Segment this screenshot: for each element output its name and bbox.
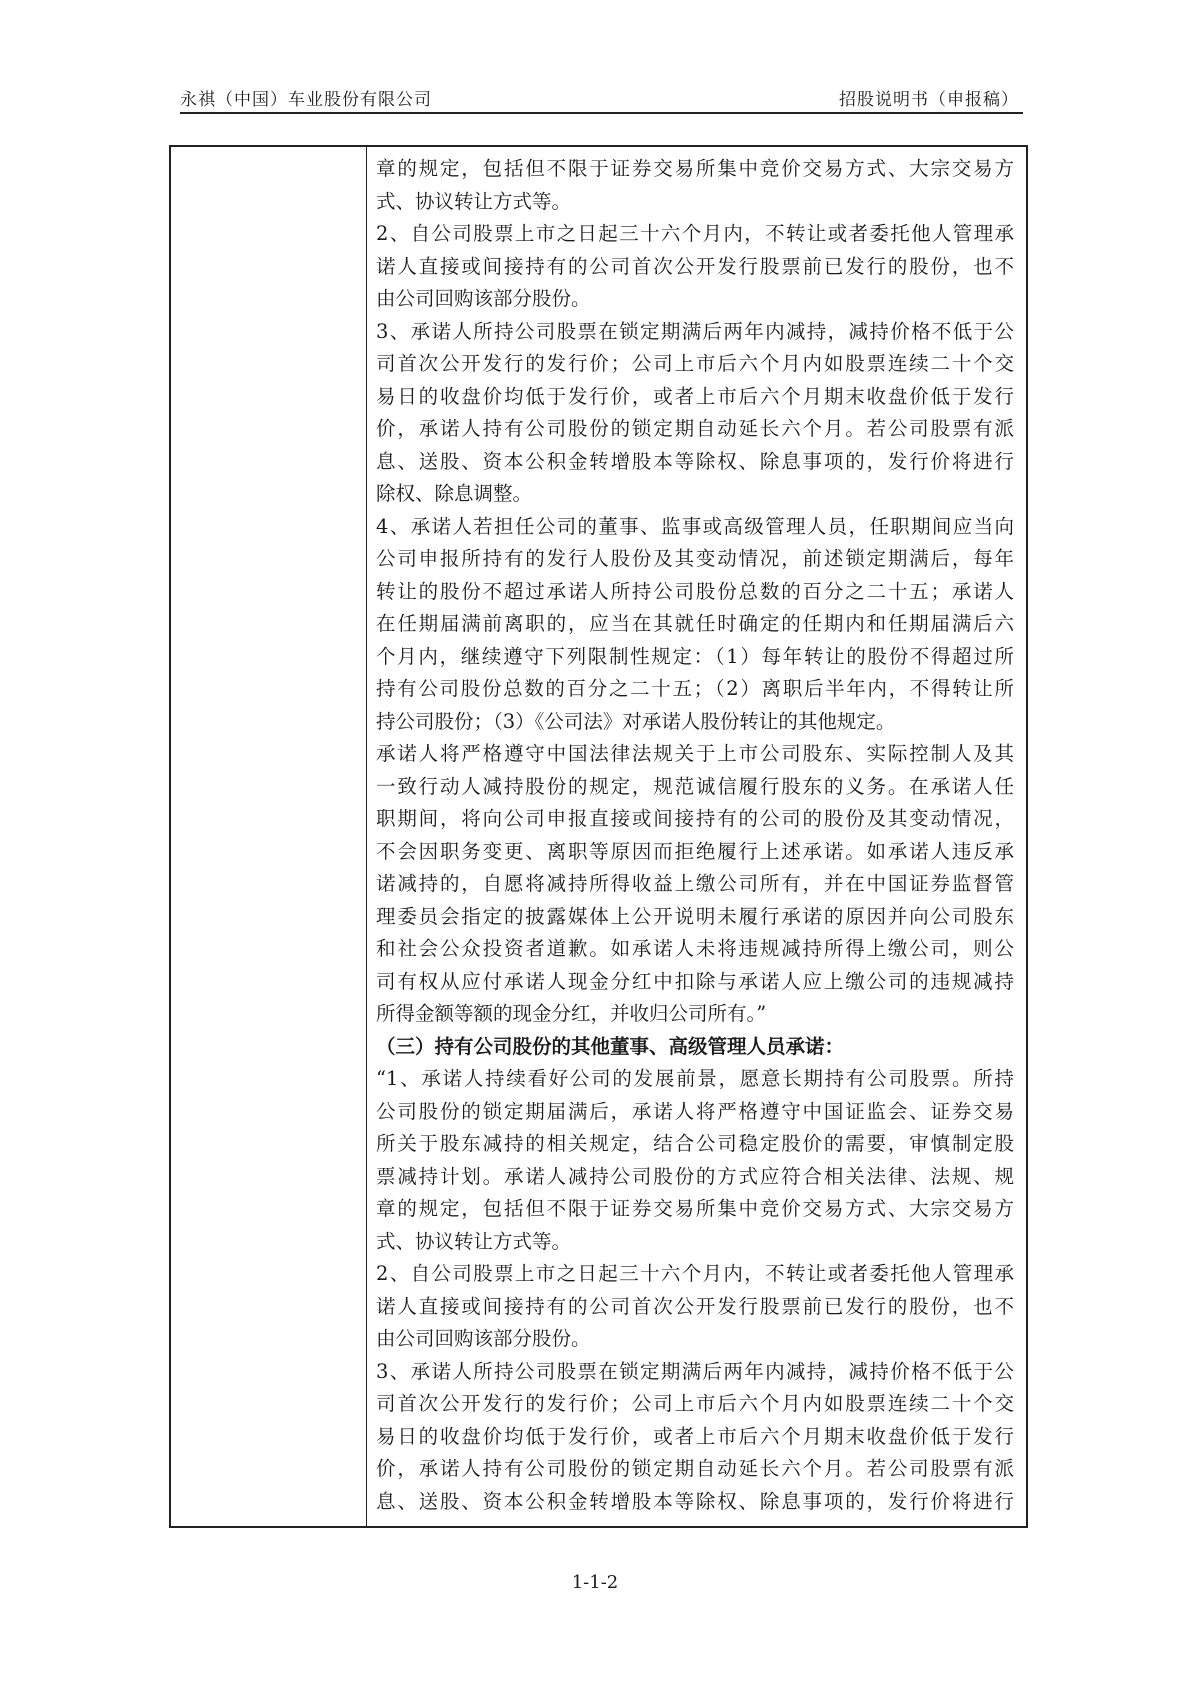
text-line: 持有公司股份总数的百分之二十五；（2）离职后半年内，不得转让所: [376, 677, 1014, 700]
text-line: 价，承诺人持有公司股份的锁定期自动延长六个月。若公司股票有派: [376, 417, 1014, 440]
text-line: 章的规定，包括但不限于证券交易所集中竞价交易方式、大宗交易方: [376, 1197, 1014, 1220]
text-line: 司首次公开发行的发行价；公司上市后六个月内如股票连续二十个交: [376, 352, 1014, 375]
text-line: 在任期届满前离职的，应当在其就任时确定的任期内和任期届满后六: [376, 612, 1014, 635]
text-line: 式、协议转让方式等。: [376, 1229, 572, 1253]
text-line: 由公司回购该部分股份。: [376, 1327, 591, 1350]
text-line: 所得金额等额的现金分红，并收归公司所有。”: [376, 1002, 767, 1025]
page-number: 1-1-2: [571, 1572, 619, 1593]
text-line: 理委员会指定的披露媒体上公开说明未履行承诺的原因并向公司股东: [376, 904, 1014, 928]
text-line: 式、协议转让方式等。: [376, 189, 572, 213]
text-line: 所关于股东减持的相关规定，结合公司稳定股价的需要，审慎制定股: [376, 1132, 1014, 1155]
text-line: 2、自公司股票上市之日起三十六个月内，不转让或者委托他人管理承: [376, 222, 1014, 245]
text-line: 由公司回购该部分股份。: [376, 287, 591, 310]
text-line: 诺人直接或间接持有的公司首次公开发行股票前已发行的股份，也不: [376, 254, 1014, 278]
text-line: 公司申报所持有的发行人股份及其变动情况，前述锁定期满后，每年: [376, 547, 1014, 570]
page-header: [180, 82, 1023, 114]
text-line: 2、自公司股票上市之日起三十六个月内，不转让或者委托他人管理承: [376, 1262, 1014, 1285]
text-line: 公司股份的锁定期届满后，承诺人将严格遵守中国证监会、证券交易: [376, 1099, 1014, 1123]
text-line: 息、送股、资本公积金转增股本等除权、除息事项的，发行价将进行: [376, 449, 1014, 473]
text-line: 不会因职务变更、离职等原因而拒绝履行上述承诺。如承诺人违反承: [376, 839, 1014, 863]
commitment-table: [169, 145, 1028, 1528]
text-line: 诺人直接或间接持有的公司首次公开发行股票前已发行的股份，也不: [376, 1294, 1014, 1318]
text-line: 承诺人将严格遵守中国法律法规关于上市公司股东、实际控制人及其: [376, 742, 1014, 765]
text-line: 职期间，将向公司申报直接或间接持有的公司的股份及其变动情况，: [376, 807, 1014, 830]
text-line: 个月内，继续遵守下列限制性规定：（1）每年转让的股份不得超过所: [376, 644, 1014, 668]
text-line: 一致行动人减持股份的规定，规范诚信履行股东的义务。在承诺人任: [376, 774, 1014, 798]
text-line: 司有权从应付承诺人现金分红中扣除与承诺人应上缴公司的违规减持: [376, 969, 1014, 993]
text-line: 3、承诺人所持公司股票在锁定期满后两年内减持，减持价格不低于公: [376, 1359, 1014, 1383]
text-line: 价，承诺人持有公司股份的锁定期自动延长六个月。若公司股票有派: [376, 1457, 1014, 1480]
text-line: 章的规定，包括但不限于证券交易所集中竞价交易方式、大宗交易方: [376, 157, 1014, 180]
document-title: 招股说明书（申报稿）: [839, 90, 1019, 110]
text-line: 司首次公开发行的发行价；公司上市后六个月内如股票连续二十个交: [376, 1392, 1014, 1415]
commitment-text-cell: [376, 153, 1014, 1518]
text-line: 除权、除息调整。: [376, 482, 533, 505]
text-line: 4、承诺人若担任公司的董事、监事或高级管理人员，任职期间应当向: [376, 514, 1014, 538]
company-name: 永祺（中国）车业股份有限公司: [180, 90, 432, 110]
text-line: “1、承诺人持续看好公司的发展前景，愿意长期持有公司股票。所持: [376, 1067, 1014, 1090]
section-heading: （三）持有公司股份的其他董事、高级管理人员承诺：: [376, 1034, 845, 1058]
table-left-cell: [171, 147, 367, 1526]
text-line: 息、送股、资本公积金转增股本等除权、除息事项的，发行价将进行: [376, 1489, 1014, 1513]
text-line: 易日的收盘价均低于发行价，或者上市后六个月期末收盘价低于发行: [376, 1424, 1014, 1448]
text-line: 易日的收盘价均低于发行价，或者上市后六个月期末收盘价低于发行: [376, 384, 1014, 408]
text-line: 持公司股份；（3）《公司法》对承诺人股份转让的其他规定。: [376, 709, 896, 733]
text-line: 诺减持的，自愿将减持所得收益上缴公司所有，并在中国证券监督管: [376, 872, 1014, 895]
text-line: 和社会公众投资者道歉。如承诺人未将违规减持所得上缴公司，则公: [376, 937, 1014, 960]
text-line: 3、承诺人所持公司股票在锁定期满后两年内减持，减持价格不低于公: [376, 319, 1014, 343]
text-line: 票减持计划。承诺人减持公司股份的方式应符合相关法律、法规、规: [376, 1164, 1014, 1188]
text-line: 转让的股份不超过承诺人所持公司股份总数的百分之二十五；承诺人: [376, 579, 1014, 603]
